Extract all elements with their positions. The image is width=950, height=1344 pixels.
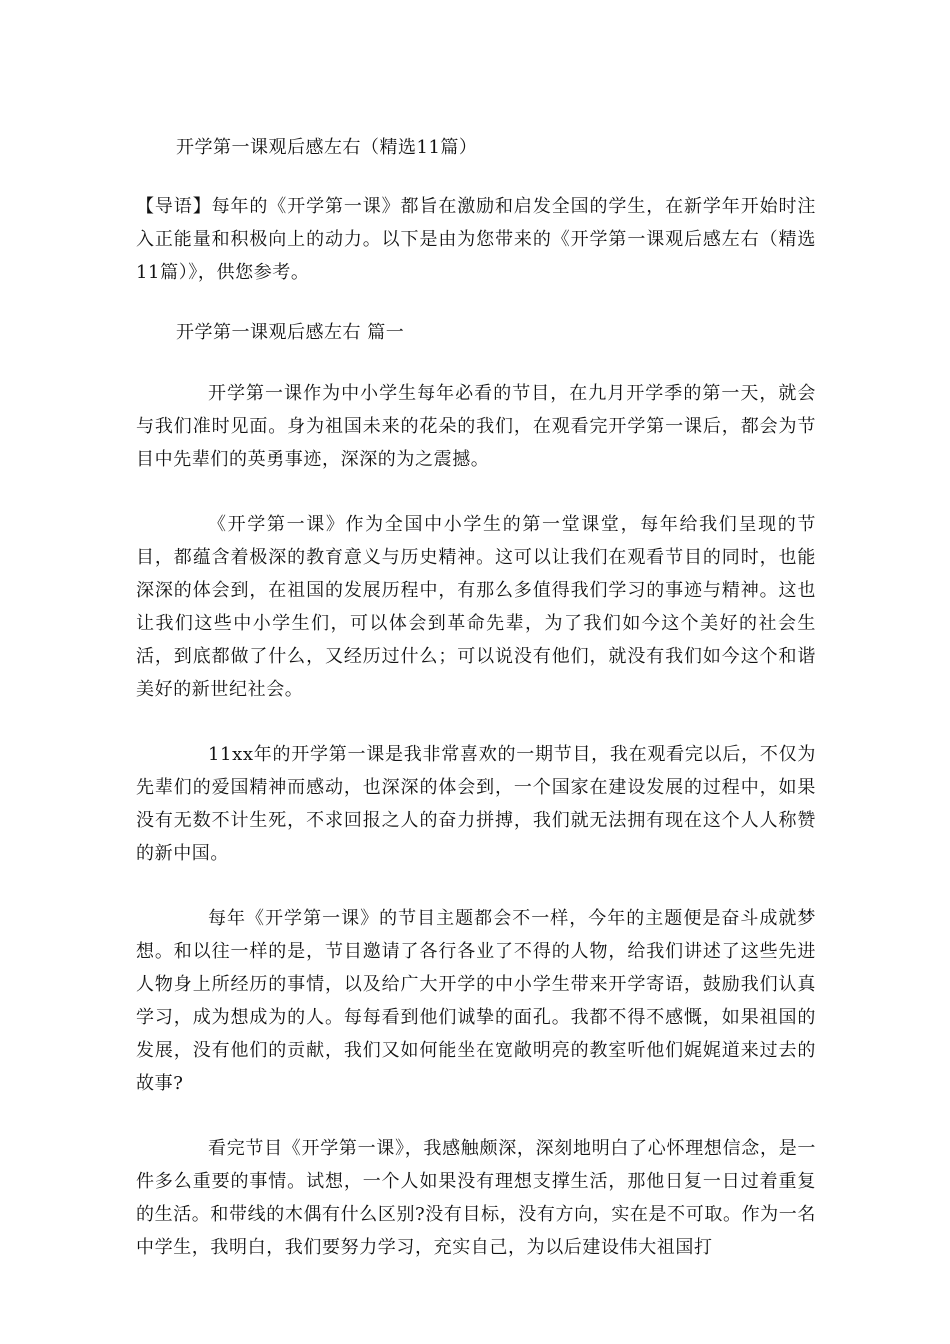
document-body (136, 134, 816, 1296)
intro-paragraph: 【导语】每年的《开学第一课》都旨在激励和启发全国的学生，在新学年开始时注入正能量和积极向上的动力。以下是由为您带来的《开学第一课观后感左右（精选11篇）》，供您参考。 (136, 196, 816, 283)
body-paragraph-2: 《开学第一课》作为全国中小学生的第一堂课堂，每年给我们呈现的节目，都蕴含着极深的教育意义与历史精神。这可以让我们在观看节目的同时，也能深深的体会到，在祖国的发展历程中，有那么多值得我们学习的事迹与精神。这也让我们这些中小学生们，可以体会到革命先辈，为了我们如今这个美好的社会生活，到底都做了什么，又经历过什么；可以说没有他们，就没有我们如今这个和谐美好的新世纪社会。 (136, 514, 816, 700)
document-title: 开学第一课观后感左右（精选11篇） (176, 137, 478, 158)
body-paragraph-5: 看完节目《开学第一课》，我感触颇深，深刻地明白了心怀理想信念，是一件多么重要的事情。试想，一个人如果没有理想支撑生活，那他日复一日过着重复的生活。和带线的木偶有什么区别?没有目标，没有方向，实在是不可取。作为一名中学生，我明白，我们要努力学习，充实自己，为以后建设伟大祖国打 (136, 1138, 816, 1258)
body-paragraph-4: 每年《开学第一课》的节目主题都会不一样，今年的主题便是奋斗成就梦想。和以往一样的是，节目邀请了各行各业了不得的人物，给我们讲述了这些先进人物身上所经历的事情，以及给广大开学的中小学生带来开学寄语，鼓励我们认真学习，成为想成为的人。每每看到他们诚挚的面孔。我都不得不感慨，如果祖国的发展，没有他们的贡献，我们又如何能坐在宽敞明亮的教室听他们娓娓道来过去的故事? (136, 908, 816, 1094)
body-paragraph-3: 11xx年的开学第一课是我非常喜欢的一期节目，我在观看完以后，不仅为先辈们的爱国精神而感动，也深深的体会到，一个国家在建设发展的过程中，如果没有无数不计生死，不求回报之人的奋力拼搏，我们就无法拥有现在这个人人称赞的新中国。 (136, 744, 816, 864)
section-title: 开学第一课观后感左右 篇一 (176, 322, 405, 343)
body-paragraph-1: 开学第一课作为中小学生每年必看的节目，在九月开学季的第一天，就会与我们准时见面。身为祖国未来的花朵的我们，在观看完开学第一课后，都会为节目中先辈们的英勇事迹，深深的为之震撼。 (136, 383, 816, 470)
